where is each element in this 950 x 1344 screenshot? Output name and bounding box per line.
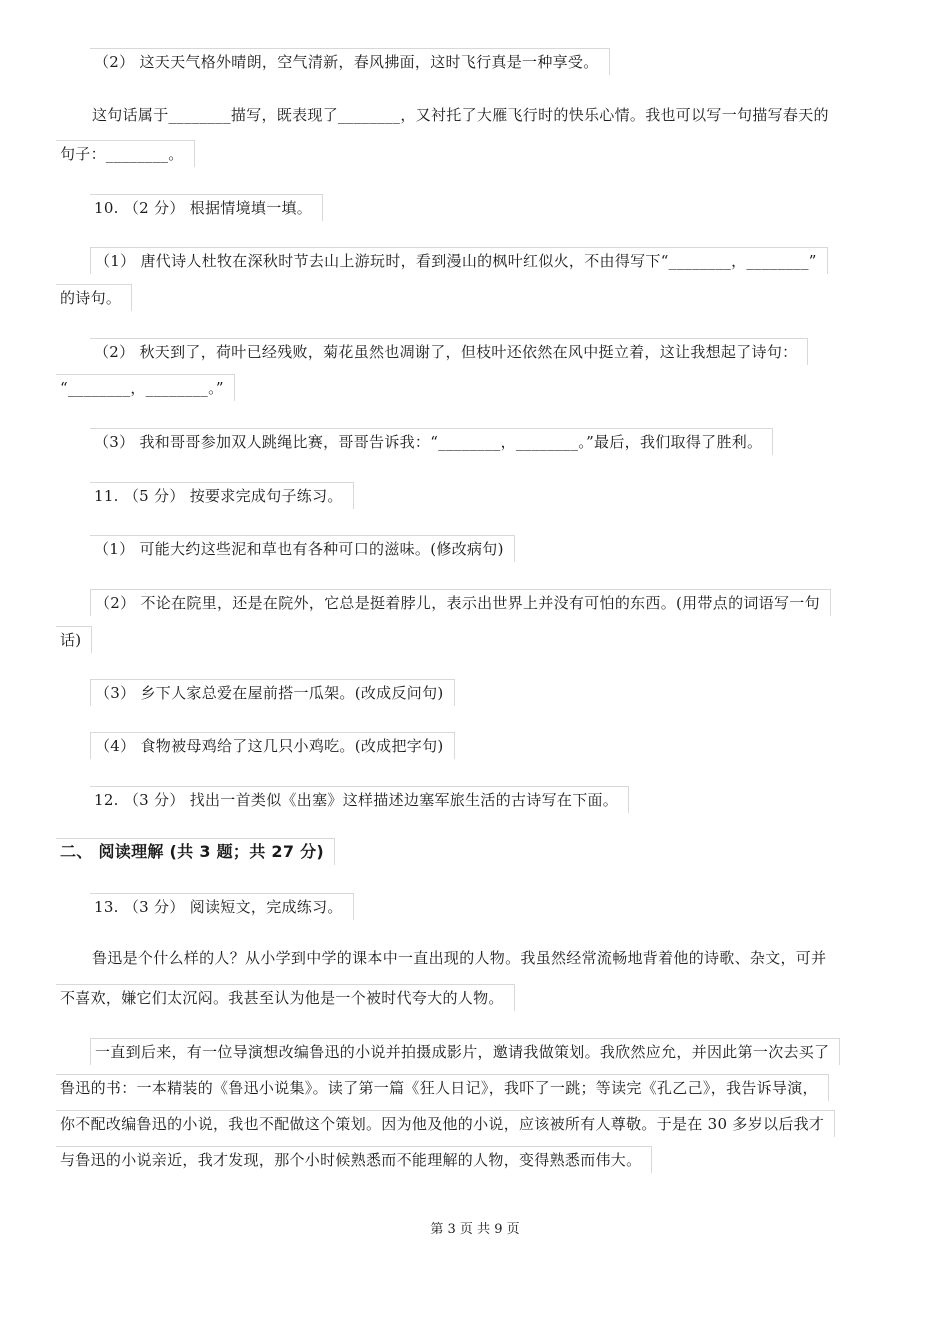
q11-part1: （1） 可能大约这些泥和草也有各种可口的滋味。(修改病句) (90, 535, 515, 562)
q10-part1-line2: 的诗句。 (56, 284, 132, 311)
q12-title: 12. （3 分） 找出一首类似《出塞》这样描述边塞军旅生活的古诗写在下面。 (90, 786, 629, 813)
page-number: 第 3 页 共 9 页 (430, 1222, 520, 1237)
q10-title: 10. （2 分） 根据情境填一填。 (90, 194, 323, 221)
q11-part4: （4） 食物被母鸡给了这几只小鸡吃。(改成把字句) (90, 732, 455, 759)
q13-p2-line3: 你不配改编鲁迅的小说，我也不配做这个策划。因为他及他的小说，应该被所有人尊敬。于是在 30 多岁以后我才 (56, 1110, 835, 1137)
q11-part2-line2: 话) (56, 626, 92, 653)
q10-part1-line1: （1） 唐代诗人杜牧在深秋时节去山上游玩时，看到漫山的枫叶红似火，不由得写下“________，________” (90, 247, 828, 274)
q11-part3: （3） 乡下人家总爱在屋前搭一瓜架。(改成反问句) (90, 679, 455, 706)
section2-heading: 二、 阅读理解 (共 3 题；共 27 分) (56, 838, 335, 865)
q9-part2-line2: 句子：________。 (56, 140, 195, 167)
q10-part2-line1: （2） 秋天到了，荷叶已经残败，菊花虽然也凋谢了，但枝叶还依然在风中挺立着，这让我想起了诗句： (90, 338, 808, 365)
q13-p2-line1: 一直到后来，有一位导演想改编鲁迅的小说并拍摄成影片，邀请我做策划。我欣然应允，并因此第一次去买了 (90, 1038, 840, 1065)
q9-part2-stem: （2） 这天天气格外晴朗，空气清新，春风拂面，这时飞行真是一种享受。 (90, 48, 610, 75)
q13-p2-line2: 鲁迅的书：一本精装的《鲁迅小说集》。读了第一篇《狂人日记》，我吓了一跳；等读完《孔乙己》，我告诉导演， (56, 1074, 829, 1101)
q9-part2-line1: 这句话属于________描写，既表现了________，又衬托了大雁飞行时的快乐心情。我也可以写一句描写春天的 (92, 106, 829, 124)
q11-part2-line1: （2） 不论在院里，还是在院外，它总是挺着脖儿，表示出世界上并没有可怕的东西。(用带点的词语写一句 (90, 589, 831, 616)
q13-p2-line4: 与鲁迅的小说亲近，我才发现，那个小时候熟悉而不能理解的人物，变得熟悉而伟大。 (56, 1146, 652, 1173)
q13-title: 13. （3 分） 阅读短文，完成练习。 (90, 893, 354, 920)
q10-part2-line2: “________，________。” (56, 374, 235, 401)
q11-title: 11. （5 分） 按要求完成句子练习。 (90, 482, 354, 509)
q10-part3: （3） 我和哥哥参加双人跳绳比赛，哥哥告诉我：“________，________。”最后，我们取得了胜利。 (90, 428, 773, 455)
q13-p1-line1: 鲁迅是个什么样的人？从小学到中学的课本中一直出现的人物。我虽然经常流畅地背着他的诗歌、杂文，可并 (92, 949, 827, 967)
q13-p1-line2: 不喜欢，嫌它们太沉闷。我甚至认为他是一个被时代夸大的人物。 (56, 984, 515, 1011)
